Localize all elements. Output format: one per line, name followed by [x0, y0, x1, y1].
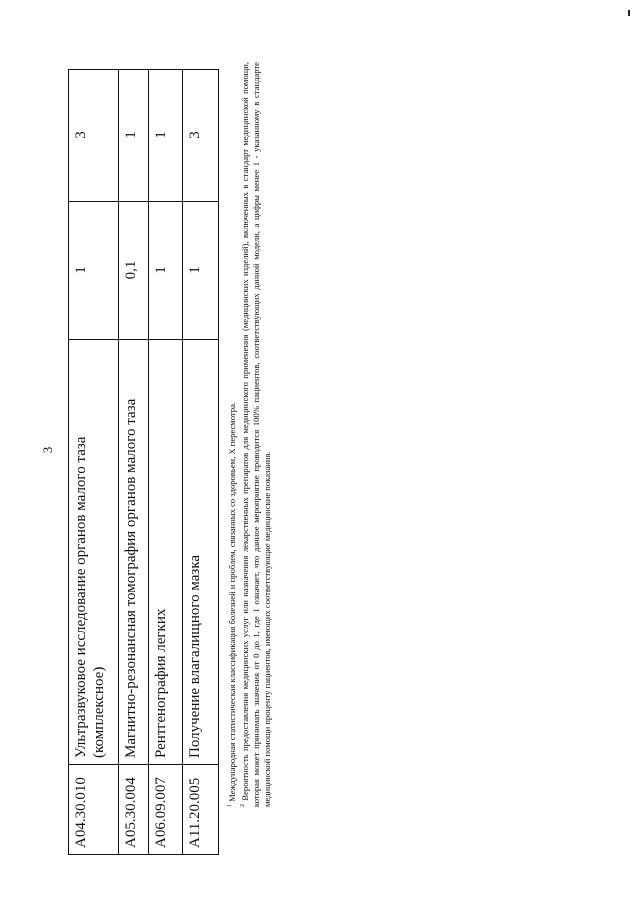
multiplicity-value: 1 — [119, 70, 149, 202]
footnote-mark: 2 — [239, 804, 246, 807]
services-table — [68, 69, 219, 855]
multiplicity-value: 1 — [149, 70, 183, 202]
service-name: Ультразвуковое исследование органов малого таза (комплексное) — [69, 340, 119, 765]
table-row — [183, 70, 219, 855]
frequency-value: 1 — [149, 202, 183, 340]
page-number: 3 — [40, 446, 55, 454]
frequency-value: 1 — [69, 202, 119, 340]
footnote — [238, 62, 273, 807]
footnote-text: Международная статистическая классификация болезней и проблем, связанных со здоровьем, X пересмотра. — [226, 401, 237, 802]
footnote-text: Вероятность предоставления медицинских услуг или назначения лекарственных препаратов для медицинского применения (медицинских изделий), включенных в стандарт медицинской помощи, которая может принимать значения от 0 до 1, где 1 означает, что данное мероприятие проводится 100% пациентов, соответствующих данной модели, а цифры менее 1 - указанному в стандарте медицинской помощи проценту пациентов, имеющих соответствующие медицинские показания. — [239, 62, 272, 807]
footnote — [225, 62, 238, 807]
service-name: Магнитно-резонансная томография органов малого таза — [119, 340, 149, 765]
footnotes — [225, 62, 273, 807]
table-row — [119, 70, 149, 855]
service-code: A04.30.010 — [69, 765, 119, 855]
table-row — [149, 70, 183, 855]
service-code: A05.30.004 — [119, 765, 149, 855]
service-code: A11.20.005 — [183, 765, 219, 855]
table-row — [69, 70, 119, 855]
service-name: Рентгенография легких — [149, 340, 183, 765]
service-name: Получение влагалищного мазка — [183, 340, 219, 765]
footnote-mark: 1 — [227, 804, 233, 807]
frequency-value: 1 — [183, 202, 219, 340]
frequency-value: 0,1 — [119, 202, 149, 340]
service-code: A06.09.007 — [149, 765, 183, 855]
multiplicity-value: 3 — [183, 70, 219, 202]
multiplicity-value: 3 — [69, 70, 119, 202]
